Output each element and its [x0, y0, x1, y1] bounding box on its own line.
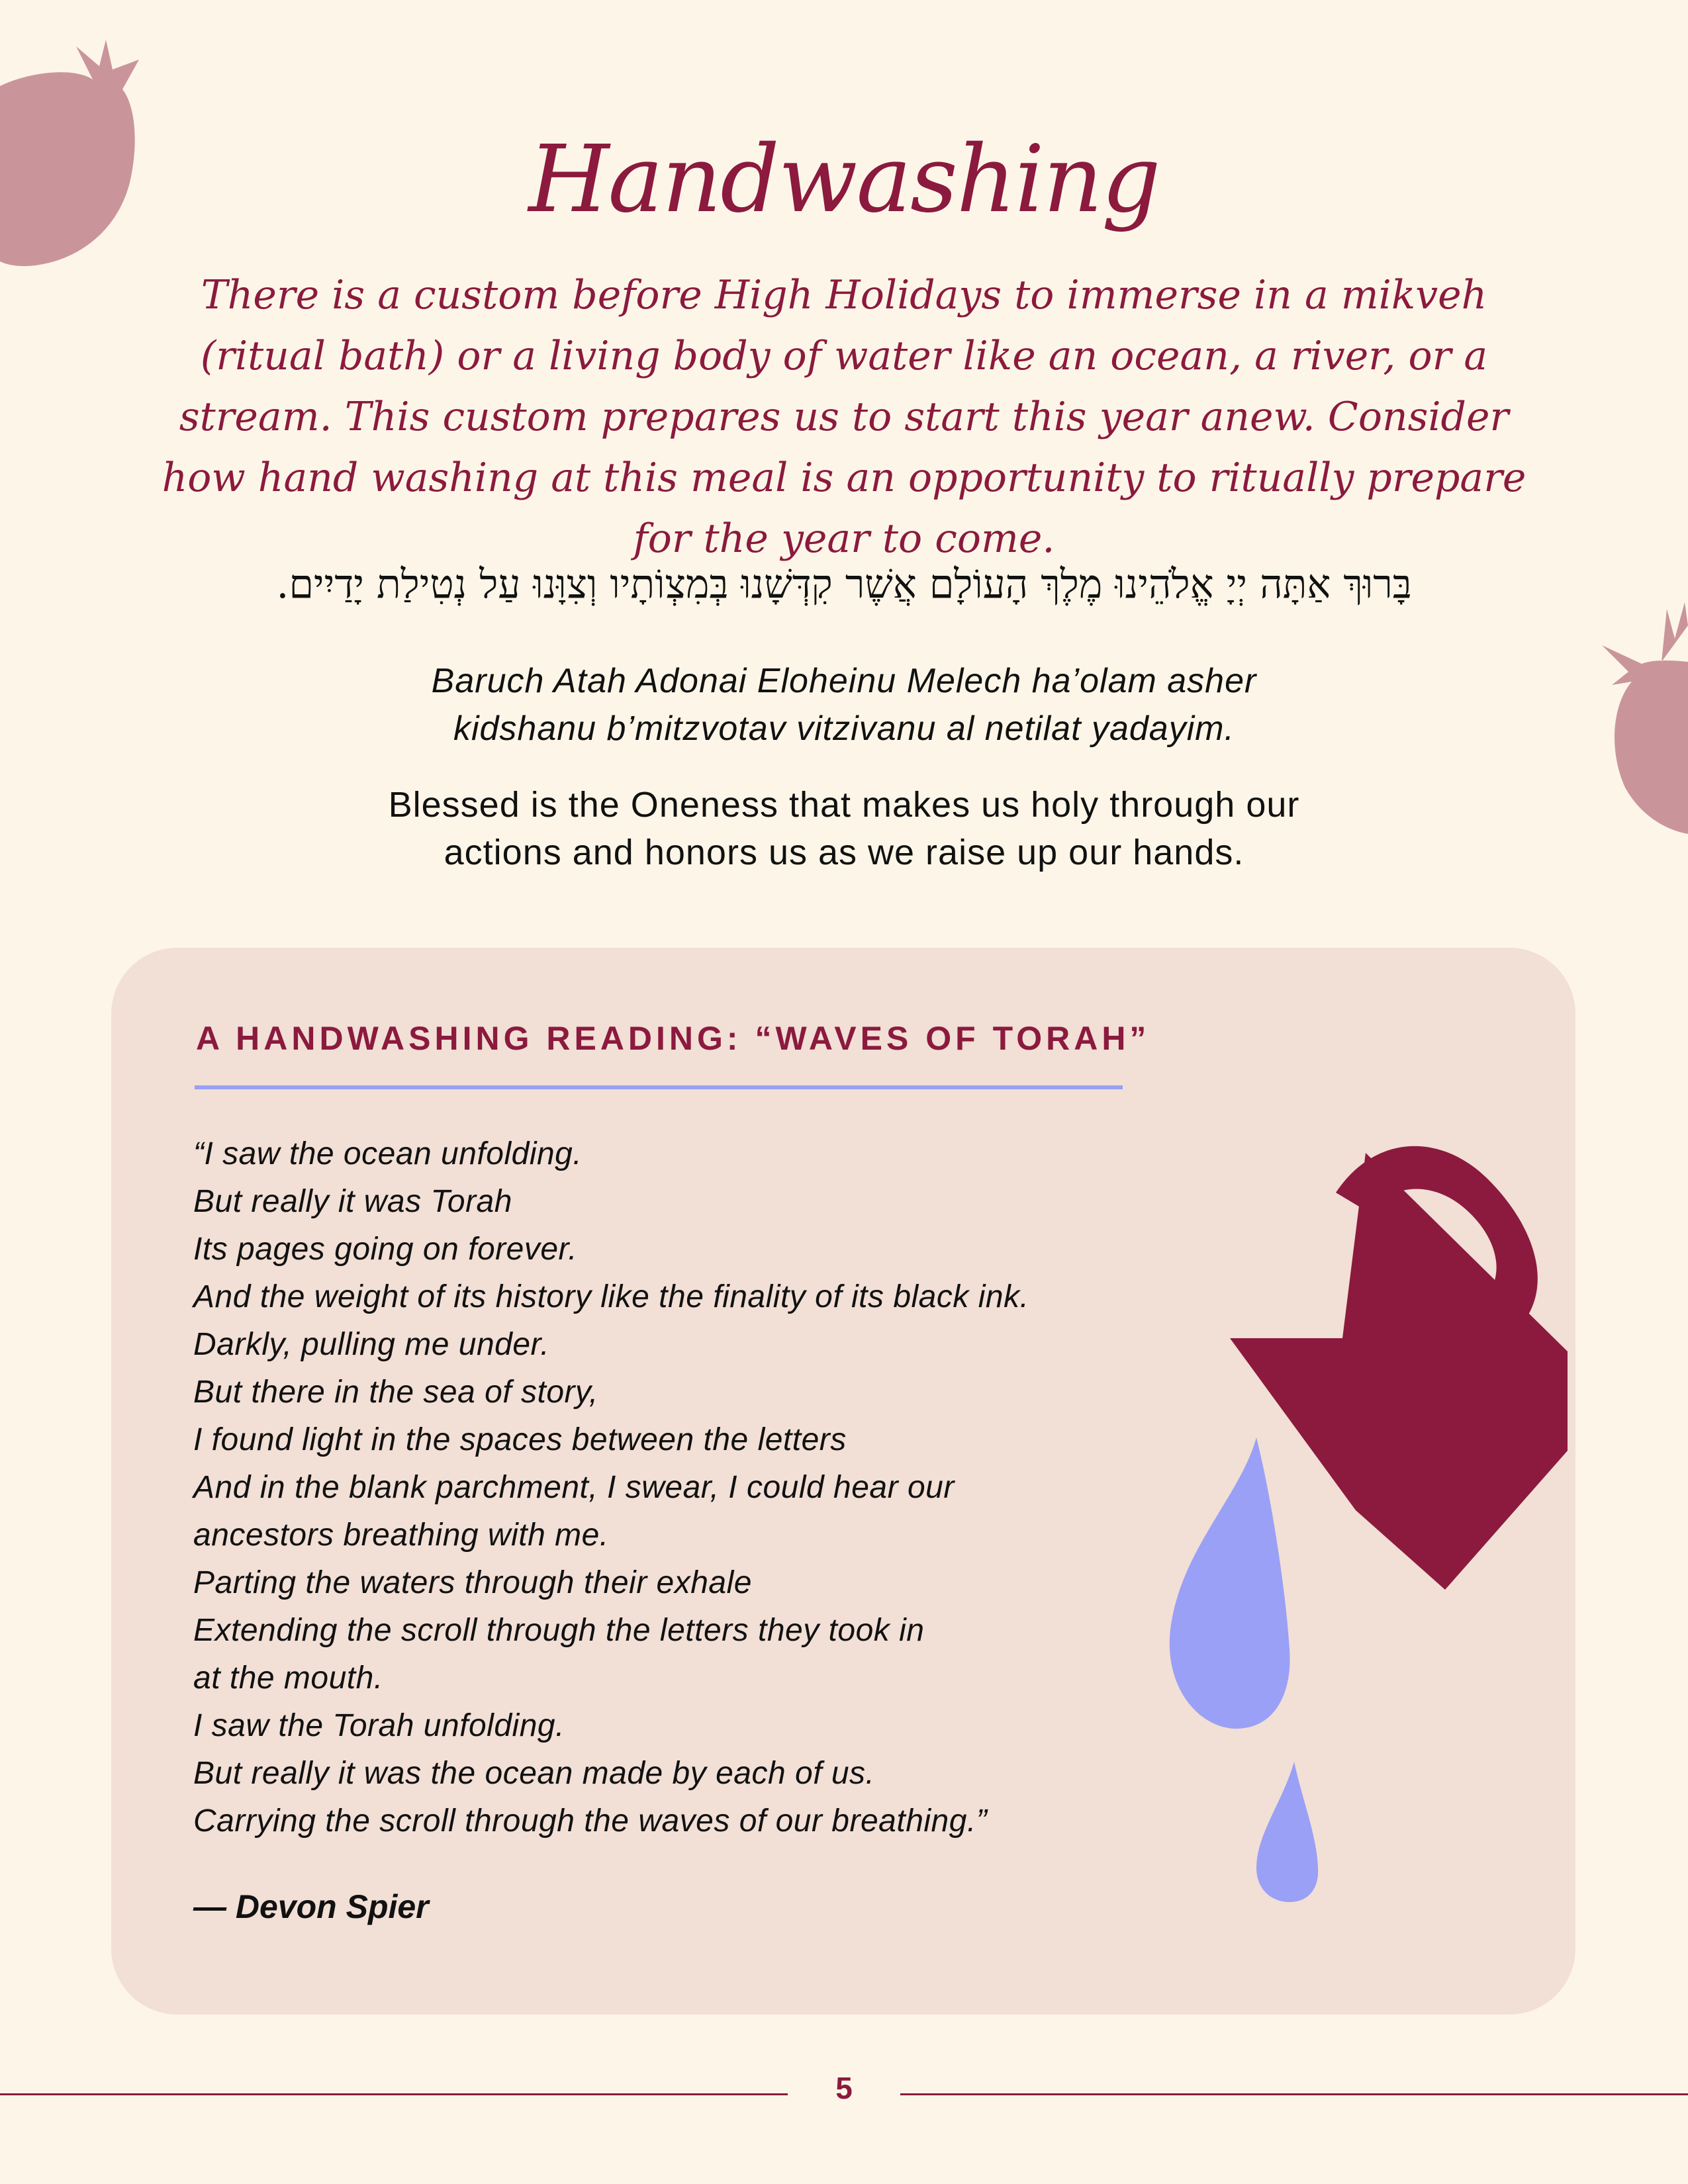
- poem-line: ancestors breathing with me.: [193, 1518, 609, 1553]
- poem-line: Extending the scroll through the letters they took in: [193, 1613, 925, 1648]
- heading-divider: [195, 1085, 1123, 1089]
- reading-heading: A HANDWASHING READING: “WAVES OF TORAH”: [196, 1020, 1150, 1057]
- poem-line: “I saw the ocean unfolding.: [193, 1136, 583, 1171]
- poem: [193, 1130, 1252, 1845]
- poem-line: Parting the waters through their exhale: [193, 1565, 752, 1600]
- poem-author: — Devon Spier: [193, 1888, 429, 1925]
- poem-line: But really it was Torah: [193, 1184, 512, 1219]
- transliteration-line: Baruch Atah Adonai Eloheinu Melech ha’olam asher: [431, 662, 1257, 700]
- transliteration-line: kidshanu b’mitzvotav vitzivanu al netilat yadayim.: [453, 709, 1235, 748]
- intro-paragraph: There is a custom before High Holidays to immerse in a mikveh (ritual bath) or a living body of water like an ocean, a river, or a stream. This custom prepares us to start this year anew. Consider how hand washing at this meal is an opportunity to ritually prepare for the year to come.: [162, 272, 1526, 562]
- footer-rule-right: [900, 2093, 1688, 2095]
- footer-rule-left: [0, 2093, 788, 2095]
- poem-line: Its pages going on forever.: [193, 1232, 578, 1267]
- transliteration: [199, 657, 1489, 752]
- poem-line: But there in the sea of story,: [193, 1375, 598, 1410]
- poem-line: And in the blank parchment, I swear, I could hear our: [193, 1470, 955, 1505]
- pomegranate-icon: [1589, 599, 1688, 834]
- hebrew-blessing: בָּרוּךְ אַתָּה יְיָ אֱלֹהֵינוּ מֶלֶךְ הָעוֹלָם אֲשֶׁר קִדְּשָׁנוּ בְּמִצְוֹתָיו וְצִוָּנוּ עַל נְטִילַת יָדַיִים.: [276, 561, 1412, 608]
- page-number: 5: [835, 2071, 853, 2105]
- water-drop-icon: [1253, 1762, 1326, 1904]
- poem-line: at the mouth.: [193, 1661, 383, 1696]
- page-title: Handwashing: [528, 126, 1160, 234]
- poem-line: I found light in the spaces between the letters: [193, 1422, 847, 1457]
- poem-line: I saw the Torah unfolding.: [193, 1708, 565, 1743]
- poem-line: And the weight of its history like the finality of its black ink.: [193, 1279, 1029, 1314]
- english-blessing: [199, 781, 1489, 876]
- blessing-line: Blessed is the Oneness that makes us holy through our: [388, 785, 1300, 825]
- blessing-line: actions and honors us as we raise up our hands.: [444, 833, 1244, 872]
- poem-line: Darkly, pulling me under.: [193, 1327, 550, 1362]
- poem-line: But really it was the ocean made by each of us.: [193, 1756, 875, 1791]
- poem-line: Carrying the scroll through the waves of our breathing.”: [193, 1803, 988, 1839]
